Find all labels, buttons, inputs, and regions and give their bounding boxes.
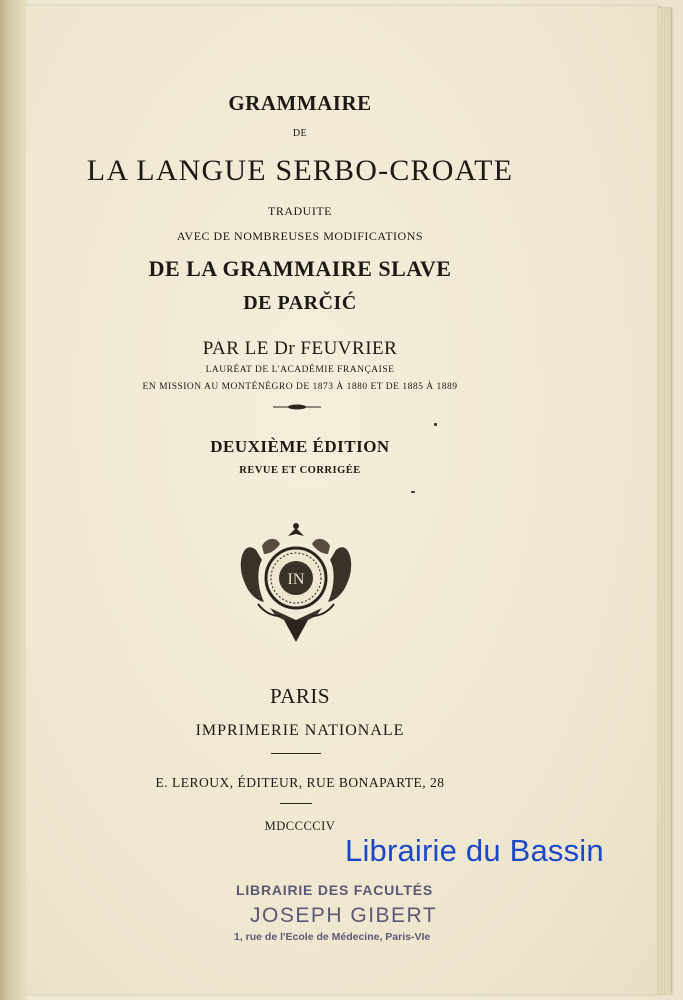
traduite-line: TRADUITE: [268, 204, 332, 218]
paper-speck: [411, 491, 415, 493]
emblem-monogram: IN: [287, 571, 305, 588]
imprimerie-nationale-emblem: [236, 520, 356, 644]
page-edge: [657, 8, 671, 994]
source-author: DE PARČIĆ: [243, 292, 357, 314]
source-title: DE LA GRAMMAIRE SLAVE: [148, 256, 452, 281]
year-line: MDCCCCIV: [264, 819, 336, 833]
main-title: LA LANGUE SERBO-CROATE: [86, 154, 514, 187]
grammaire-heading: GRAMMAIRE: [228, 91, 372, 115]
stamp-line-3: 1, rue de l'Ecole de Médecine, Paris-VIe: [234, 931, 431, 943]
ornamental-divider: [271, 403, 323, 411]
printer-line: IMPRIMERIE NATIONALE: [195, 722, 405, 739]
stamp-line-1: LIBRAIRIE DES FACULTÉS: [236, 882, 434, 898]
mission-line: EN MISSION AU MONTÉNÉGRO DE 1873 À 1880 ET DE 1885 À 1889: [142, 382, 458, 392]
modifications-line: AVEC DE NOMBREUSES MODIFICATIONS: [176, 229, 424, 243]
paper-speck: [434, 423, 437, 426]
book-binding: [0, 0, 26, 1000]
rule-2: [280, 803, 312, 804]
de-connector: DE: [292, 128, 308, 139]
rule-1: [271, 753, 321, 754]
revue-line: REVUE ET CORRIGÉE: [239, 465, 361, 476]
edition-line: DEUXIÈME ÉDITION: [210, 437, 390, 456]
publisher-line: E. LEROUX, ÉDITEUR, RUE BONAPARTE, 28: [155, 775, 445, 790]
laureat-line: LAURÉAT DE L'ACADÉMIE FRANÇAISE: [205, 365, 395, 375]
city-line: PARIS: [269, 684, 331, 708]
watermark: Librairie du Bassin: [345, 833, 604, 868]
stamp-line-2: JOSEPH GIBERT: [250, 904, 438, 927]
author-line: PAR LE Dr FEUVRIER: [202, 338, 398, 359]
